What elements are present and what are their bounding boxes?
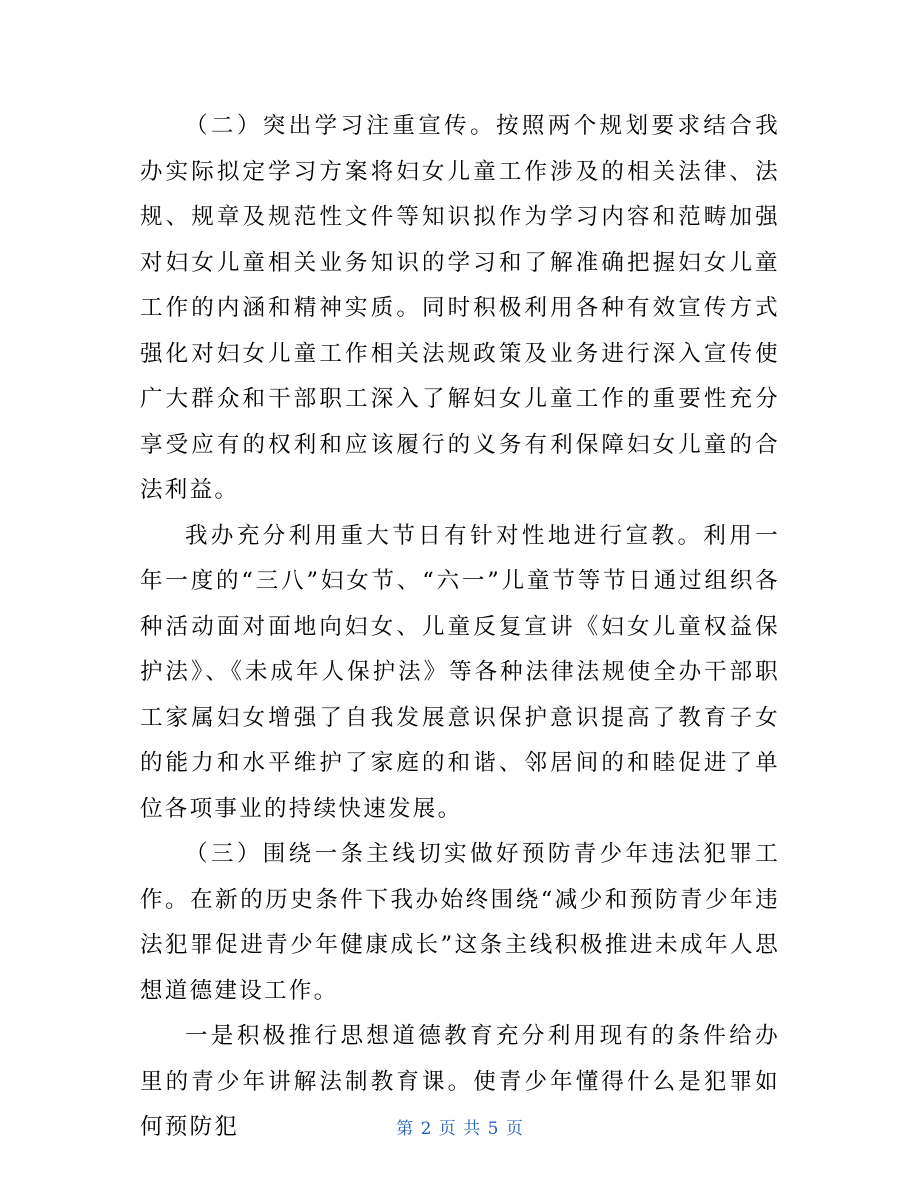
paragraph-section-two: （二）突出学习注重宣传。按照两个规划要求结合我办实际拟定学习方案将妇女儿童工作涉及的相关法律、法规、规章及规范性文件等知识拟作为学习内容和范畴加强对妇女儿童相关业务知识的学习和了解准确把握妇女儿童工作的内涵和精神实质。同时积极利用各种有效宣传方式强化对妇女儿童工作相关法规政策及业务进行深入宣传使广大群众和干部职工深入了解妇女儿童工作的重要性充分享受应有的权利和应该履行的义务有利保障妇女儿童的合法利益。 — [140, 113, 780, 503]
paragraph-section-three: （三）围绕一条主线切实做好预防青少年违法犯罪工作。在新的历史条件下我办始终围绕“减少和预防青少年违法犯罪促进青少年健康成长”这条主线积极推进未成年人思想道德建设工作。 — [140, 841, 780, 1004]
page-number-footer: 第 2 页 共 5 页 — [396, 1119, 524, 1139]
paragraph-festival-education: 我办充分利用重大节日有针对性地进行宣教。利用一年一度的“三八”妇女节、“六一”儿童节等节日通过组织各种活动面对面地向妇女、儿童反复宣讲《妇女儿童权益保护法》、《未成年人保护法》等各种法律法规使全办干部职工家属妇女增强了自我发展意识保护意识提高了教育子女的能力和水平维护了家庭的和谐、邻居间的和睦促进了单位各项事业的持续快速发展。 — [140, 522, 780, 822]
paragraph-moral-education: 一是积极推行思想道德教育充分利用现有的条件给办里的青少年讲解法制教育课。使青少年懂得什么是犯罪如何预防犯 — [140, 1023, 780, 1140]
document-body — [140, 104, 780, 1151]
